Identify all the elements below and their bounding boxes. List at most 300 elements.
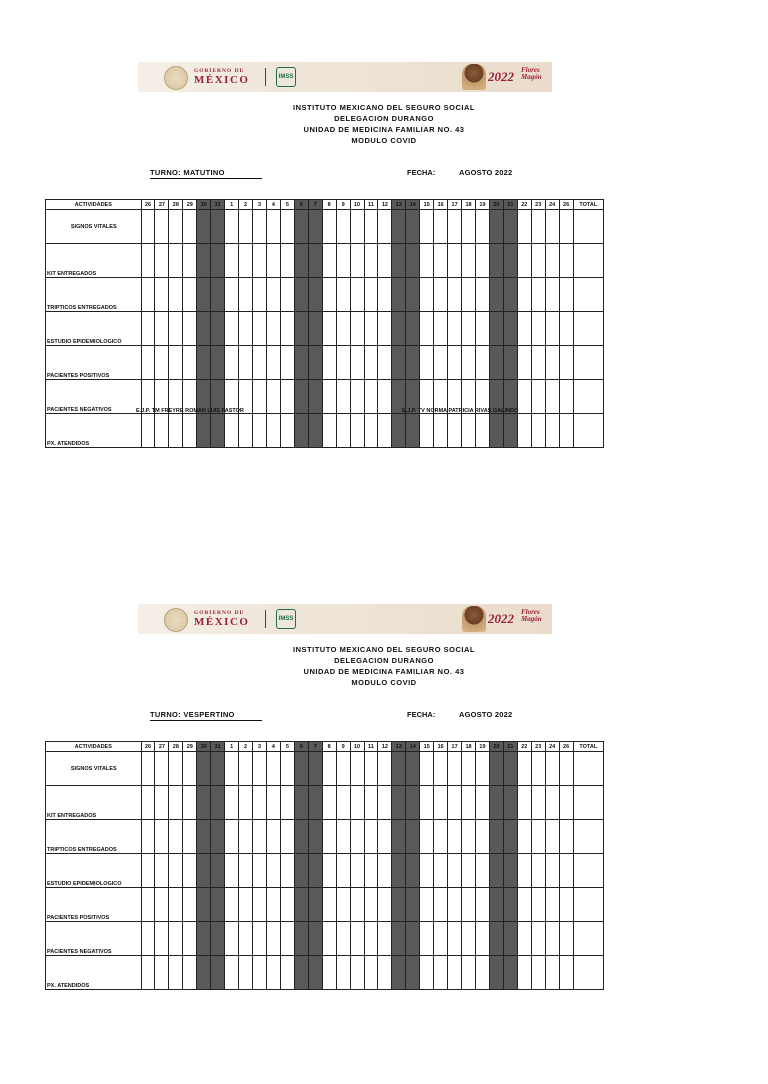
day-cell[interactable]: [378, 888, 392, 922]
day-cell[interactable]: [280, 244, 294, 278]
day-cell[interactable]: [280, 854, 294, 888]
day-cell[interactable]: [225, 820, 239, 854]
day-cell[interactable]: [294, 888, 308, 922]
day-cell[interactable]: [211, 244, 225, 278]
total-cell[interactable]: [573, 752, 603, 786]
day-cell[interactable]: [434, 922, 448, 956]
day-cell[interactable]: [448, 854, 462, 888]
day-cell[interactable]: [141, 820, 155, 854]
day-cell[interactable]: [350, 888, 364, 922]
day-cell[interactable]: [531, 312, 545, 346]
day-cell[interactable]: [420, 414, 434, 448]
day-cell[interactable]: [489, 210, 503, 244]
day-cell[interactable]: [545, 752, 559, 786]
day-cell[interactable]: [225, 312, 239, 346]
day-cell[interactable]: [308, 244, 322, 278]
day-cell[interactable]: [517, 786, 531, 820]
day-cell[interactable]: [420, 922, 434, 956]
day-cell[interactable]: [336, 820, 350, 854]
day-cell[interactable]: [364, 278, 378, 312]
day-cell[interactable]: [503, 786, 517, 820]
day-cell[interactable]: [336, 346, 350, 380]
day-cell[interactable]: [392, 786, 406, 820]
day-cell[interactable]: [266, 752, 280, 786]
day-cell[interactable]: [448, 210, 462, 244]
day-cell[interactable]: [531, 854, 545, 888]
day-cell[interactable]: [462, 312, 476, 346]
day-cell[interactable]: [350, 210, 364, 244]
day-cell[interactable]: [350, 854, 364, 888]
day-cell[interactable]: [531, 820, 545, 854]
day-cell[interactable]: [559, 346, 573, 380]
day-cell[interactable]: [197, 820, 211, 854]
day-cell[interactable]: [476, 956, 490, 990]
day-cell[interactable]: [155, 786, 169, 820]
day-cell[interactable]: [476, 312, 490, 346]
day-cell[interactable]: [225, 210, 239, 244]
day-cell[interactable]: [336, 854, 350, 888]
day-cell[interactable]: [280, 346, 294, 380]
day-cell[interactable]: [378, 820, 392, 854]
day-cell[interactable]: [434, 312, 448, 346]
day-cell[interactable]: [392, 244, 406, 278]
day-cell[interactable]: [378, 346, 392, 380]
day-cell[interactable]: [253, 854, 267, 888]
day-cell[interactable]: [169, 414, 183, 448]
day-cell[interactable]: [545, 854, 559, 888]
day-cell[interactable]: [392, 922, 406, 956]
day-cell[interactable]: [531, 210, 545, 244]
day-cell[interactable]: [545, 820, 559, 854]
day-cell[interactable]: [364, 854, 378, 888]
day-cell[interactable]: [253, 820, 267, 854]
day-cell[interactable]: [322, 922, 336, 956]
day-cell[interactable]: [211, 820, 225, 854]
day-cell[interactable]: [489, 922, 503, 956]
day-cell[interactable]: [420, 244, 434, 278]
day-cell[interactable]: [308, 414, 322, 448]
day-cell[interactable]: [155, 752, 169, 786]
day-cell[interactable]: [183, 956, 197, 990]
day-cell[interactable]: [322, 956, 336, 990]
total-cell[interactable]: [573, 346, 603, 380]
day-cell[interactable]: [280, 278, 294, 312]
day-cell[interactable]: [364, 312, 378, 346]
day-cell[interactable]: [155, 922, 169, 956]
day-cell[interactable]: [280, 312, 294, 346]
day-cell[interactable]: [239, 956, 253, 990]
day-cell[interactable]: [308, 210, 322, 244]
day-cell[interactable]: [503, 244, 517, 278]
day-cell[interactable]: [183, 854, 197, 888]
day-cell[interactable]: [462, 346, 476, 380]
day-cell[interactable]: [531, 414, 545, 448]
day-cell[interactable]: [169, 956, 183, 990]
day-cell[interactable]: [169, 244, 183, 278]
day-cell[interactable]: [336, 956, 350, 990]
day-cell[interactable]: [239, 922, 253, 956]
day-cell[interactable]: [225, 922, 239, 956]
day-cell[interactable]: [350, 244, 364, 278]
day-cell[interactable]: [559, 414, 573, 448]
day-cell[interactable]: [141, 210, 155, 244]
day-cell[interactable]: [378, 786, 392, 820]
day-cell[interactable]: [266, 820, 280, 854]
day-cell[interactable]: [392, 854, 406, 888]
total-cell[interactable]: [573, 956, 603, 990]
day-cell[interactable]: [155, 210, 169, 244]
day-cell[interactable]: [517, 278, 531, 312]
day-cell[interactable]: [350, 278, 364, 312]
day-cell[interactable]: [308, 854, 322, 888]
day-cell[interactable]: [559, 888, 573, 922]
day-cell[interactable]: [406, 888, 420, 922]
day-cell[interactable]: [294, 346, 308, 380]
day-cell[interactable]: [211, 414, 225, 448]
day-cell[interactable]: [448, 956, 462, 990]
day-cell[interactable]: [517, 312, 531, 346]
day-cell[interactable]: [392, 312, 406, 346]
day-cell[interactable]: [239, 854, 253, 888]
day-cell[interactable]: [406, 820, 420, 854]
total-cell[interactable]: [573, 820, 603, 854]
day-cell[interactable]: [448, 312, 462, 346]
day-cell[interactable]: [239, 346, 253, 380]
day-cell[interactable]: [517, 820, 531, 854]
day-cell[interactable]: [155, 244, 169, 278]
day-cell[interactable]: [294, 854, 308, 888]
day-cell[interactable]: [141, 922, 155, 956]
day-cell[interactable]: [420, 786, 434, 820]
day-cell[interactable]: [434, 210, 448, 244]
day-cell[interactable]: [169, 854, 183, 888]
day-cell[interactable]: [197, 752, 211, 786]
day-cell[interactable]: [308, 380, 322, 414]
total-cell[interactable]: [573, 380, 603, 414]
day-cell[interactable]: [406, 956, 420, 990]
day-cell[interactable]: [308, 922, 322, 956]
day-cell[interactable]: [476, 244, 490, 278]
day-cell[interactable]: [503, 956, 517, 990]
day-cell[interactable]: [183, 210, 197, 244]
day-cell[interactable]: [476, 854, 490, 888]
day-cell[interactable]: [545, 888, 559, 922]
day-cell[interactable]: [434, 888, 448, 922]
day-cell[interactable]: [559, 922, 573, 956]
day-cell[interactable]: [280, 752, 294, 786]
day-cell[interactable]: [462, 922, 476, 956]
day-cell[interactable]: [420, 820, 434, 854]
day-cell[interactable]: [392, 752, 406, 786]
day-cell[interactable]: [183, 922, 197, 956]
day-cell[interactable]: [253, 888, 267, 922]
total-cell[interactable]: [573, 244, 603, 278]
day-cell[interactable]: [169, 922, 183, 956]
day-cell[interactable]: [503, 820, 517, 854]
day-cell[interactable]: [141, 786, 155, 820]
day-cell[interactable]: [225, 888, 239, 922]
day-cell[interactable]: [392, 346, 406, 380]
day-cell[interactable]: [531, 244, 545, 278]
day-cell[interactable]: [448, 786, 462, 820]
day-cell[interactable]: [253, 380, 267, 414]
day-cell[interactable]: [225, 244, 239, 278]
day-cell[interactable]: [448, 922, 462, 956]
day-cell[interactable]: [462, 956, 476, 990]
day-cell[interactable]: [225, 414, 239, 448]
day-cell[interactable]: [294, 210, 308, 244]
day-cell[interactable]: [141, 244, 155, 278]
day-cell[interactable]: [420, 346, 434, 380]
day-cell[interactable]: [434, 786, 448, 820]
day-cell[interactable]: [476, 414, 490, 448]
day-cell[interactable]: [489, 312, 503, 346]
day-cell[interactable]: [308, 278, 322, 312]
day-cell[interactable]: [378, 380, 392, 414]
day-cell[interactable]: [183, 278, 197, 312]
day-cell[interactable]: [294, 312, 308, 346]
total-cell[interactable]: [573, 210, 603, 244]
day-cell[interactable]: [280, 380, 294, 414]
day-cell[interactable]: [392, 278, 406, 312]
day-cell[interactable]: [239, 312, 253, 346]
day-cell[interactable]: [336, 380, 350, 414]
day-cell[interactable]: [225, 956, 239, 990]
day-cell[interactable]: [462, 414, 476, 448]
day-cell[interactable]: [489, 346, 503, 380]
day-cell[interactable]: [406, 786, 420, 820]
day-cell[interactable]: [225, 786, 239, 820]
day-cell[interactable]: [141, 278, 155, 312]
day-cell[interactable]: [378, 956, 392, 990]
day-cell[interactable]: [294, 752, 308, 786]
day-cell[interactable]: [420, 312, 434, 346]
day-cell[interactable]: [559, 854, 573, 888]
day-cell[interactable]: [378, 752, 392, 786]
day-cell[interactable]: [462, 820, 476, 854]
day-cell[interactable]: [420, 854, 434, 888]
day-cell[interactable]: [517, 922, 531, 956]
day-cell[interactable]: [211, 210, 225, 244]
day-cell[interactable]: [545, 956, 559, 990]
day-cell[interactable]: [392, 956, 406, 990]
day-cell[interactable]: [155, 346, 169, 380]
day-cell[interactable]: [197, 210, 211, 244]
day-cell[interactable]: [322, 786, 336, 820]
day-cell[interactable]: [350, 346, 364, 380]
day-cell[interactable]: [364, 820, 378, 854]
total-cell[interactable]: [573, 278, 603, 312]
day-cell[interactable]: [448, 346, 462, 380]
day-cell[interactable]: [462, 244, 476, 278]
day-cell[interactable]: [169, 820, 183, 854]
day-cell[interactable]: [253, 414, 267, 448]
day-cell[interactable]: [378, 854, 392, 888]
day-cell[interactable]: [225, 278, 239, 312]
day-cell[interactable]: [169, 312, 183, 346]
day-cell[interactable]: [239, 210, 253, 244]
day-cell[interactable]: [197, 888, 211, 922]
day-cell[interactable]: [489, 854, 503, 888]
day-cell[interactable]: [336, 244, 350, 278]
day-cell[interactable]: [211, 786, 225, 820]
day-cell[interactable]: [559, 210, 573, 244]
day-cell[interactable]: [155, 312, 169, 346]
day-cell[interactable]: [266, 414, 280, 448]
day-cell[interactable]: [364, 956, 378, 990]
day-cell[interactable]: [476, 888, 490, 922]
day-cell[interactable]: [211, 854, 225, 888]
day-cell[interactable]: [183, 786, 197, 820]
day-cell[interactable]: [420, 278, 434, 312]
day-cell[interactable]: [266, 312, 280, 346]
day-cell[interactable]: [239, 244, 253, 278]
day-cell[interactable]: [545, 414, 559, 448]
day-cell[interactable]: [336, 786, 350, 820]
day-cell[interactable]: [448, 278, 462, 312]
day-cell[interactable]: [308, 312, 322, 346]
day-cell[interactable]: [266, 278, 280, 312]
day-cell[interactable]: [420, 752, 434, 786]
day-cell[interactable]: [350, 380, 364, 414]
day-cell[interactable]: [462, 210, 476, 244]
day-cell[interactable]: [434, 414, 448, 448]
day-cell[interactable]: [378, 922, 392, 956]
day-cell[interactable]: [155, 854, 169, 888]
day-cell[interactable]: [476, 820, 490, 854]
day-cell[interactable]: [448, 752, 462, 786]
day-cell[interactable]: [322, 312, 336, 346]
day-cell[interactable]: [197, 922, 211, 956]
day-cell[interactable]: [364, 210, 378, 244]
day-cell[interactable]: [183, 346, 197, 380]
day-cell[interactable]: [280, 786, 294, 820]
day-cell[interactable]: [141, 312, 155, 346]
day-cell[interactable]: [266, 922, 280, 956]
day-cell[interactable]: [211, 752, 225, 786]
day-cell[interactable]: [253, 278, 267, 312]
day-cell[interactable]: [280, 414, 294, 448]
day-cell[interactable]: [545, 278, 559, 312]
day-cell[interactable]: [322, 752, 336, 786]
day-cell[interactable]: [420, 210, 434, 244]
day-cell[interactable]: [155, 414, 169, 448]
day-cell[interactable]: [406, 414, 420, 448]
day-cell[interactable]: [336, 752, 350, 786]
day-cell[interactable]: [531, 956, 545, 990]
day-cell[interactable]: [420, 888, 434, 922]
day-cell[interactable]: [294, 786, 308, 820]
day-cell[interactable]: [266, 786, 280, 820]
day-cell[interactable]: [545, 312, 559, 346]
day-cell[interactable]: [322, 346, 336, 380]
day-cell[interactable]: [434, 346, 448, 380]
day-cell[interactable]: [239, 820, 253, 854]
day-cell[interactable]: [448, 888, 462, 922]
day-cell[interactable]: [364, 244, 378, 278]
day-cell[interactable]: [364, 752, 378, 786]
day-cell[interactable]: [531, 752, 545, 786]
day-cell[interactable]: [531, 786, 545, 820]
day-cell[interactable]: [155, 820, 169, 854]
day-cell[interactable]: [462, 854, 476, 888]
day-cell[interactable]: [476, 278, 490, 312]
day-cell[interactable]: [280, 210, 294, 244]
day-cell[interactable]: [141, 956, 155, 990]
day-cell[interactable]: [197, 346, 211, 380]
day-cell[interactable]: [294, 922, 308, 956]
day-cell[interactable]: [322, 888, 336, 922]
day-cell[interactable]: [364, 786, 378, 820]
day-cell[interactable]: [531, 380, 545, 414]
day-cell[interactable]: [559, 312, 573, 346]
day-cell[interactable]: [406, 752, 420, 786]
day-cell[interactable]: [266, 956, 280, 990]
day-cell[interactable]: [294, 244, 308, 278]
day-cell[interactable]: [211, 888, 225, 922]
day-cell[interactable]: [448, 414, 462, 448]
day-cell[interactable]: [503, 414, 517, 448]
day-cell[interactable]: [420, 956, 434, 990]
day-cell[interactable]: [406, 312, 420, 346]
day-cell[interactable]: [169, 888, 183, 922]
day-cell[interactable]: [489, 956, 503, 990]
day-cell[interactable]: [197, 956, 211, 990]
day-cell[interactable]: [308, 888, 322, 922]
day-cell[interactable]: [197, 244, 211, 278]
day-cell[interactable]: [253, 312, 267, 346]
day-cell[interactable]: [364, 922, 378, 956]
day-cell[interactable]: [559, 752, 573, 786]
day-cell[interactable]: [141, 414, 155, 448]
day-cell[interactable]: [517, 956, 531, 990]
day-cell[interactable]: [294, 820, 308, 854]
day-cell[interactable]: [545, 244, 559, 278]
day-cell[interactable]: [211, 922, 225, 956]
day-cell[interactable]: [266, 380, 280, 414]
day-cell[interactable]: [350, 922, 364, 956]
day-cell[interactable]: [225, 854, 239, 888]
day-cell[interactable]: [266, 854, 280, 888]
day-cell[interactable]: [545, 346, 559, 380]
day-cell[interactable]: [545, 380, 559, 414]
day-cell[interactable]: [266, 210, 280, 244]
day-cell[interactable]: [294, 278, 308, 312]
day-cell[interactable]: [169, 278, 183, 312]
day-cell[interactable]: [517, 854, 531, 888]
day-cell[interactable]: [266, 888, 280, 922]
day-cell[interactable]: [336, 414, 350, 448]
day-cell[interactable]: [476, 346, 490, 380]
day-cell[interactable]: [489, 278, 503, 312]
day-cell[interactable]: [392, 820, 406, 854]
day-cell[interactable]: [197, 854, 211, 888]
day-cell[interactable]: [559, 786, 573, 820]
day-cell[interactable]: [308, 346, 322, 380]
day-cell[interactable]: [364, 414, 378, 448]
day-cell[interactable]: [308, 820, 322, 854]
day-cell[interactable]: [448, 244, 462, 278]
day-cell[interactable]: [503, 346, 517, 380]
day-cell[interactable]: [517, 888, 531, 922]
day-cell[interactable]: [559, 244, 573, 278]
day-cell[interactable]: [489, 820, 503, 854]
day-cell[interactable]: [183, 820, 197, 854]
day-cell[interactable]: [517, 380, 531, 414]
day-cell[interactable]: [280, 888, 294, 922]
day-cell[interactable]: [476, 210, 490, 244]
day-cell[interactable]: [350, 414, 364, 448]
